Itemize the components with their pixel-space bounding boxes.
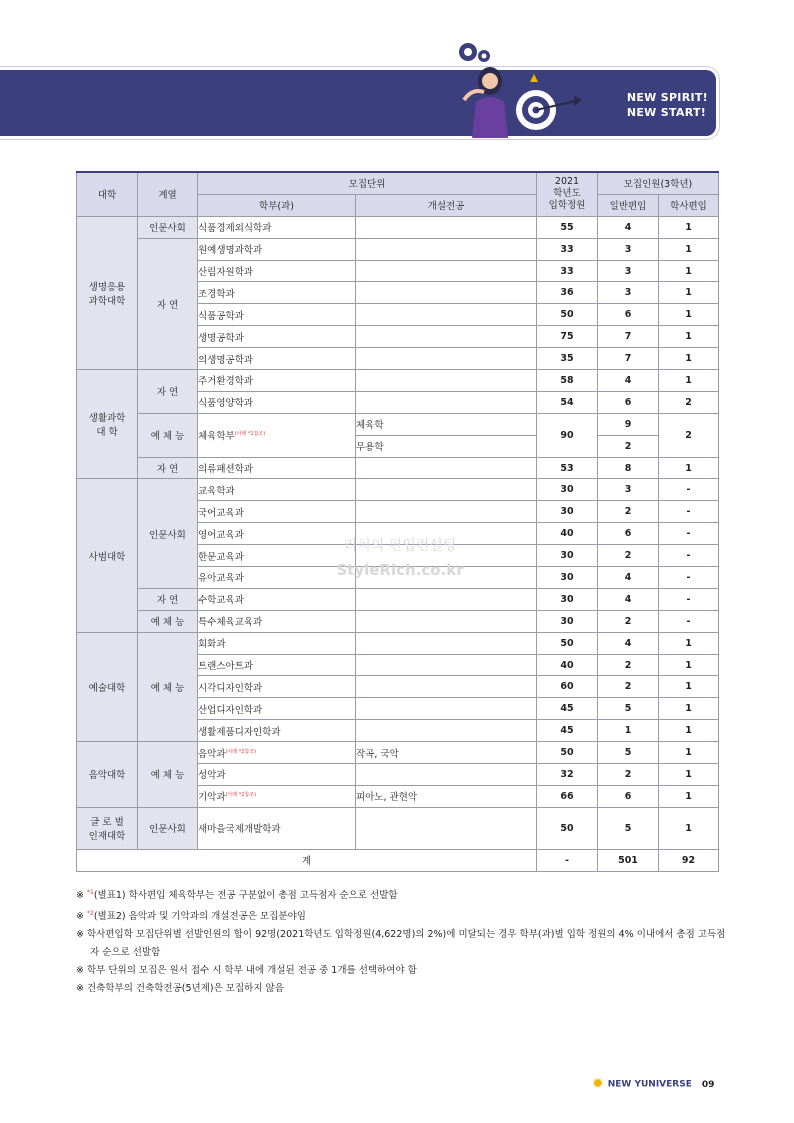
dept-name: 기악과 [198, 792, 226, 804]
header-field: 계열 [138, 172, 198, 216]
bachelor-cell: 2 [659, 413, 719, 457]
bachelor-cell: 1 [659, 720, 719, 742]
college-cell [77, 370, 138, 479]
dept-cell [198, 742, 356, 764]
major-cell [356, 326, 537, 348]
header-dept: 학부(과) [198, 194, 356, 216]
college-name-line2: 과학대학 [88, 295, 126, 307]
footnote [76, 980, 726, 998]
major-cell [356, 676, 537, 698]
field-cell: 자 연 [138, 588, 198, 610]
quota-cell: 30 [537, 610, 598, 632]
major-cell [356, 216, 537, 238]
note-text: 학사편입학 모집단위별 선발인원의 합이 92명(2021학년도 입학정원(4,622명)의 2%)에 미달되는 경우 학부(과)별 입학 정원의 4% 이내에서 총점 고득점자 순으로 선발함 [87, 929, 726, 959]
general-cell: 7 [598, 326, 659, 348]
footnotes [76, 884, 726, 998]
major-cell [356, 632, 537, 654]
dept-cell: 생활제품디자인학과 [198, 720, 356, 742]
general-cell: 4 [598, 216, 659, 238]
major-cell [356, 304, 537, 326]
general-cell: 7 [598, 348, 659, 370]
dept-cell: 트랜스아트과 [198, 654, 356, 676]
quota-cell: 30 [537, 545, 598, 567]
table-row [77, 632, 719, 654]
bachelor-cell: 1 [659, 764, 719, 786]
note-mark: ※ [76, 983, 84, 995]
bachelor-cell: - [659, 479, 719, 501]
bachelor-cell: 1 [659, 742, 719, 764]
major-cell [356, 764, 537, 786]
quota-cell: 40 [537, 523, 598, 545]
bachelor-cell: 1 [659, 457, 719, 479]
table-row [77, 216, 719, 238]
bachelor-cell: 1 [659, 785, 719, 807]
dept-cell: 수학교육과 [198, 588, 356, 610]
note-mark: ※ [76, 890, 84, 902]
bachelor-cell: 1 [659, 370, 719, 392]
college-name-line2: 인재대학 [88, 831, 126, 843]
bachelor-cell: 1 [659, 216, 719, 238]
slogan-line-2: NEW START! [626, 106, 707, 119]
bachelor-cell: - [659, 588, 719, 610]
dept-note: (아래 *1참조) [234, 431, 266, 438]
field-cell: 인문사회 [138, 807, 198, 849]
dept-cell: 영어교육과 [198, 523, 356, 545]
major-cell [356, 260, 537, 282]
bachelor-cell: 1 [659, 260, 719, 282]
major-cell [356, 348, 537, 370]
footer-brand: NEW YUNIVERSE [607, 1079, 692, 1090]
general-cell: 9 [598, 413, 659, 435]
field-cell: 자 연 [138, 457, 198, 479]
general-cell: 4 [598, 567, 659, 589]
dept-cell: 한문교육과 [198, 545, 356, 567]
college-cell: 예술대학 [77, 632, 138, 741]
watermark-line2: StyleRich.co.kr [336, 561, 464, 579]
bachelor-cell: 1 [659, 632, 719, 654]
note-sup: *1 [87, 889, 94, 896]
field-cell: 인문사회 [138, 216, 198, 238]
quota-cell: 66 [537, 785, 598, 807]
college-cell: 사범대학 [77, 479, 138, 632]
quota-cell: 33 [537, 238, 598, 260]
quota-cell: 60 [537, 676, 598, 698]
dept-cell: 교육학과 [198, 479, 356, 501]
major-cell: 무용학 [356, 435, 537, 457]
major-cell [356, 391, 537, 413]
quota-cell: 50 [537, 742, 598, 764]
header-banner [0, 70, 716, 136]
major-cell [356, 370, 537, 392]
header-recruit: 모집인원(3학년) [598, 172, 719, 194]
quota-cell: 58 [537, 370, 598, 392]
field-cell: 예 체 능 [138, 413, 198, 457]
field-cell: 인문사회 [138, 479, 198, 588]
quota-cell: 45 [537, 720, 598, 742]
general-cell: 2 [598, 676, 659, 698]
total-general: 501 [598, 849, 659, 871]
bachelor-cell: - [659, 610, 719, 632]
quota-cell: 35 [537, 348, 598, 370]
dept-cell: 식품영양학과 [198, 391, 356, 413]
field-cell: 자 연 [138, 238, 198, 369]
college-name-line1: 생활과학 [88, 413, 126, 425]
general-cell: 5 [598, 698, 659, 720]
general-cell: 2 [598, 610, 659, 632]
bachelor-cell: - [659, 501, 719, 523]
quota-cell: 50 [537, 632, 598, 654]
dept-cell: 식품공학과 [198, 304, 356, 326]
quota-cell: 30 [537, 479, 598, 501]
dept-cell [198, 785, 356, 807]
quota-cell: 75 [537, 326, 598, 348]
general-cell: 6 [598, 304, 659, 326]
target-illustration-icon [440, 36, 590, 138]
bachelor-cell: 1 [659, 348, 719, 370]
slogan [627, 90, 708, 120]
dept-cell: 식품경제외식학과 [198, 216, 356, 238]
bachelor-cell: 1 [659, 698, 719, 720]
quota-cell: 40 [537, 654, 598, 676]
major-cell [356, 807, 537, 849]
total-quota: - [537, 849, 598, 871]
general-cell: 4 [598, 588, 659, 610]
dept-cell: 유아교육과 [198, 567, 356, 589]
dept-note: (아래 *2참조) [225, 748, 257, 755]
major-cell [356, 457, 537, 479]
dept-cell: 회화과 [198, 632, 356, 654]
general-cell: 1 [598, 720, 659, 742]
table-row [77, 238, 719, 260]
general-cell: 2 [598, 435, 659, 457]
bachelor-cell: 1 [659, 654, 719, 676]
dept-cell: 특수체육교육과 [198, 610, 356, 632]
bachelor-cell: - [659, 545, 719, 567]
table-row [77, 457, 719, 479]
table-row [77, 742, 719, 764]
quota-cell: 30 [537, 501, 598, 523]
header-quota-year: 2021 [554, 176, 580, 188]
header-general: 일반편입 [598, 194, 659, 216]
dept-cell: 산업디자인학과 [198, 698, 356, 720]
dept-cell: 국어교육과 [198, 501, 356, 523]
bachelor-cell: 1 [659, 304, 719, 326]
bachelor-cell: 1 [659, 676, 719, 698]
major-cell: 피아노, 관현악 [356, 785, 537, 807]
page-number: 09 [701, 1079, 715, 1090]
table-row [77, 479, 719, 501]
college-name-line2: 대 학 [96, 427, 118, 439]
college-name-line1: 글 로 벌 [90, 817, 124, 829]
bachelor-cell: 1 [659, 282, 719, 304]
general-cell: 4 [598, 370, 659, 392]
general-cell: 2 [598, 501, 659, 523]
major-cell [356, 610, 537, 632]
major-cell [356, 567, 537, 589]
field-cell: 자 연 [138, 370, 198, 414]
college-cell [77, 807, 138, 849]
major-cell [356, 545, 537, 567]
quota-cell: 30 [537, 588, 598, 610]
bachelor-cell: - [659, 567, 719, 589]
dept-note: (아래 *2참조) [225, 792, 257, 799]
college-cell [77, 216, 138, 369]
major-cell [356, 479, 537, 501]
general-cell: 2 [598, 764, 659, 786]
field-cell: 예 체 능 [138, 632, 198, 741]
bachelor-cell: 2 [659, 391, 719, 413]
major-cell [356, 588, 537, 610]
general-cell: 5 [598, 807, 659, 849]
bachelor-cell: 1 [659, 807, 719, 849]
general-cell: 3 [598, 479, 659, 501]
dept-name: 음악과 [198, 748, 226, 760]
major-cell: 체육학 [356, 413, 537, 435]
slogan-line-1: NEW SPIRIT! [626, 91, 708, 104]
watermark-line1: 리치의 편입컨설팅 [343, 538, 457, 554]
dept-cell: 의생명공학과 [198, 348, 356, 370]
table-row [77, 807, 719, 849]
header-bachelor: 학사편입 [659, 194, 719, 216]
field-cell: 예 체 능 [138, 742, 198, 808]
quota-cell: 45 [537, 698, 598, 720]
quota-cell: 53 [537, 457, 598, 479]
header-quota-line1: 학년도 [553, 188, 581, 200]
table-row [77, 413, 719, 435]
table-row [77, 370, 719, 392]
college-name-line1: 생명응용 [88, 281, 126, 293]
field-cell: 예 체 능 [138, 610, 198, 632]
general-cell: 3 [598, 238, 659, 260]
dept-cell: 성악과 [198, 764, 356, 786]
general-cell: 3 [598, 260, 659, 282]
major-cell [356, 720, 537, 742]
general-cell: 8 [598, 457, 659, 479]
table-row [77, 588, 719, 610]
note-mark: ※ [76, 965, 84, 977]
bachelor-cell: 1 [659, 326, 719, 348]
note-sup: *2 [87, 910, 94, 918]
header-quota [537, 172, 598, 216]
page-footer [592, 1076, 714, 1092]
note-mark: ※ [76, 929, 84, 941]
quota-cell: 30 [537, 567, 598, 589]
major-cell [356, 654, 537, 676]
dept-cell: 원예생명과학과 [198, 238, 356, 260]
quota-cell: 33 [537, 260, 598, 282]
general-cell: 6 [598, 391, 659, 413]
dept-cell: 조경학과 [198, 282, 356, 304]
total-bachelor: 92 [659, 849, 719, 871]
dept-cell: 생명공학과 [198, 326, 356, 348]
dept-cell: 산림자원학과 [198, 260, 356, 282]
bachelor-cell: - [659, 523, 719, 545]
total-row [77, 849, 719, 871]
major-cell [356, 523, 537, 545]
quota-cell: 50 [537, 304, 598, 326]
major-cell [356, 501, 537, 523]
quota-cell: 55 [537, 216, 598, 238]
note-mark: ※ [76, 911, 84, 923]
dept-cell: 의류패션학과 [198, 457, 356, 479]
sun-icon: ✹ [592, 1076, 604, 1092]
quota-cell: 32 [537, 764, 598, 786]
note-text: (별표2) 음악과 및 기악과의 개설전공은 모집분야임 [93, 911, 306, 923]
general-cell: 3 [598, 282, 659, 304]
general-cell: 2 [598, 545, 659, 567]
footnote [76, 962, 726, 980]
quota-cell: 36 [537, 282, 598, 304]
dept-cell: 새마을국제개발학과 [198, 807, 356, 849]
dept-cell: 주거환경학과 [198, 370, 356, 392]
bachelor-cell: 1 [659, 238, 719, 260]
general-cell: 5 [598, 742, 659, 764]
quota-cell: 50 [537, 807, 598, 849]
dept-cell [198, 413, 356, 457]
total-label: 계 [77, 849, 537, 871]
footnote [76, 926, 726, 962]
table-row [77, 610, 719, 632]
major-cell [356, 698, 537, 720]
quota-cell: 90 [537, 413, 598, 457]
dept-name: 체육학부 [198, 431, 235, 443]
header-quota-line2: 입학정원 [548, 200, 586, 212]
note-text: 건축학부의 건축학전공(5년제)은 모집하지 않음 [87, 983, 284, 995]
footnote [76, 905, 726, 926]
quota-cell: 54 [537, 391, 598, 413]
college-cell: 음악대학 [77, 742, 138, 808]
note-text: 학부 단위의 모집은 원서 접수 시 학부 내에 개설된 전공 중 1개를 선택하여야 함 [87, 965, 417, 977]
dept-cell: 시각디자인학과 [198, 676, 356, 698]
general-cell: 4 [598, 632, 659, 654]
footnote [76, 884, 726, 905]
major-cell [356, 282, 537, 304]
header-college: 대학 [77, 172, 138, 216]
major-cell [356, 238, 537, 260]
general-cell: 2 [598, 654, 659, 676]
general-cell: 6 [598, 523, 659, 545]
major-cell: 작곡, 국악 [356, 742, 537, 764]
note-text: (별표1) 학사편입 체육학부는 전공 구분없이 총점 고득점자 순으로 선발함 [93, 890, 398, 902]
general-cell: 6 [598, 785, 659, 807]
header-unit: 모집단위 [198, 172, 537, 194]
header-major: 개설전공 [356, 194, 537, 216]
admission-quota-table [76, 171, 719, 872]
